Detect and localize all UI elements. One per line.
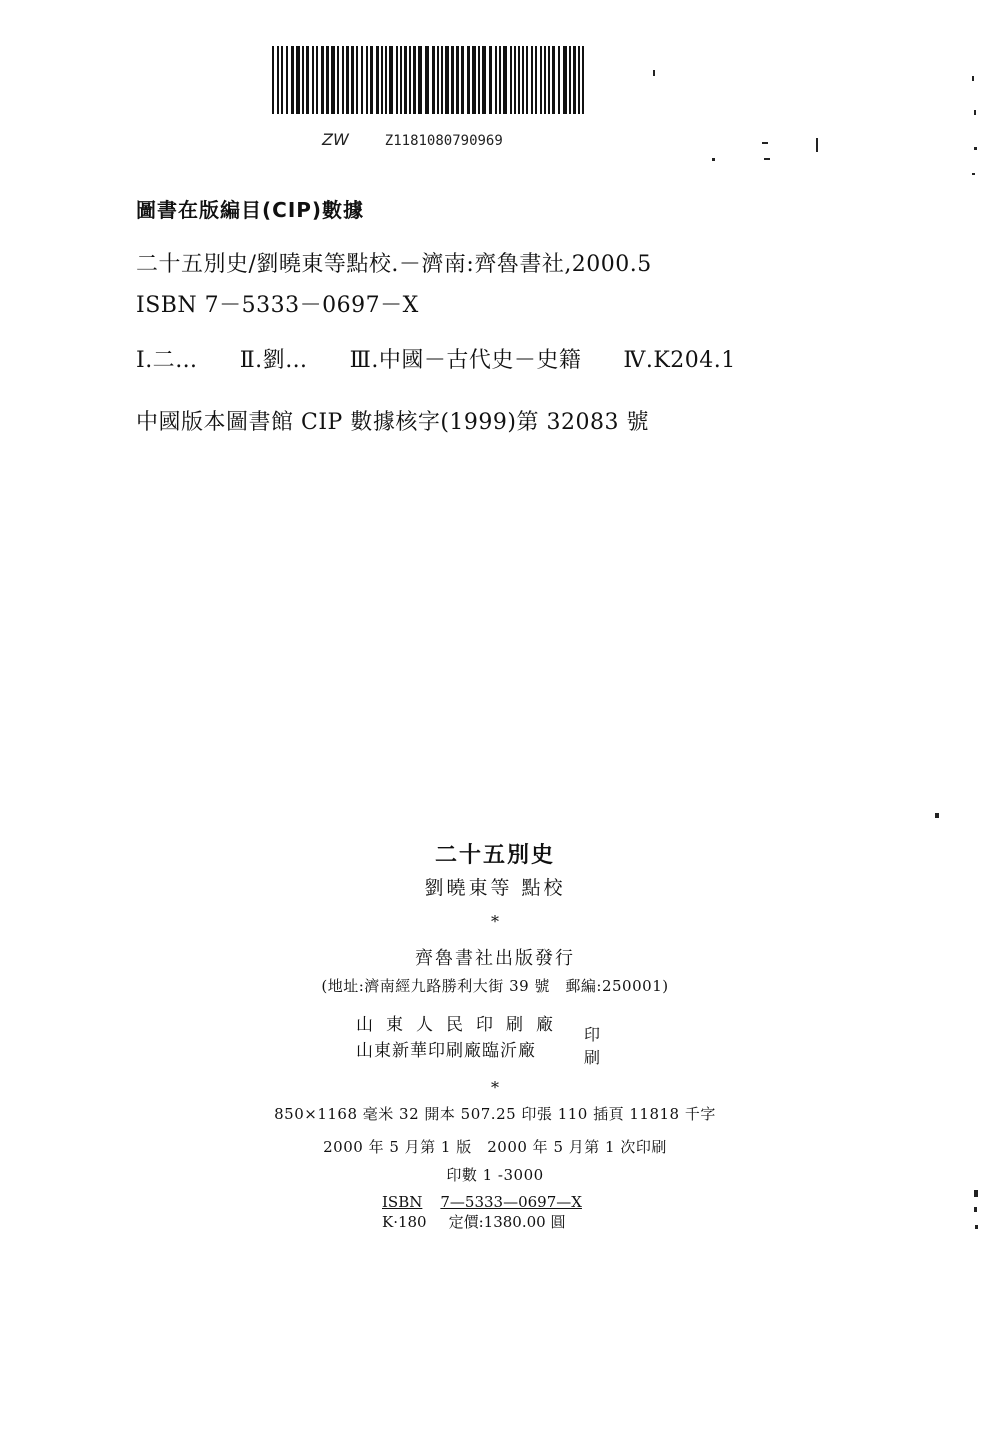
cip-class-1: Ⅰ.二…: [136, 348, 198, 373]
cip-isbn-line: ISBN 7－5333－0697－X: [136, 293, 419, 318]
cip-class-3: Ⅲ.中國－古代史－史籍: [349, 348, 582, 373]
barcode-prefix: ZW: [322, 130, 349, 149]
book-specs: 850×1168 毫米 32 開本 507.25 印張 110 插頁 11818 千字: [274, 1105, 716, 1123]
scan-speck: [974, 1190, 978, 1197]
scan-speck: [974, 110, 976, 115]
print-run: 印數 1 -3000: [446, 1166, 544, 1184]
scan-speck: [975, 1225, 978, 1229]
scan-speck: [972, 76, 974, 81]
scan-speck: [972, 173, 975, 175]
barcode-digits: Z1181080790969: [384, 133, 503, 149]
isbn-label: ISBN: [382, 1193, 423, 1211]
category-code: K·180: [382, 1213, 427, 1231]
printer-2: 山東新華印刷廠臨沂廠: [356, 1041, 536, 1061]
scan-speck: [974, 1207, 977, 1212]
cip-class-4: Ⅳ.K204.1: [623, 348, 736, 373]
scan-speck: [816, 138, 818, 152]
cip-title-line: 二十五別史/劉曉東等點校.－濟南:齊魯書社,2000.5: [136, 252, 652, 277]
scan-speck: [935, 813, 939, 818]
cip-classification-line: [136, 343, 736, 374]
printer-1: 山東人民印刷廠: [356, 1015, 566, 1035]
scan-speck: [764, 158, 770, 160]
edition-info: 2000 年 5 月第 1 版 2000 年 5 月第 1 次印刷: [323, 1138, 667, 1156]
barcode-number: [322, 130, 503, 149]
printer-suffix: 印刷: [584, 1025, 602, 1067]
scan-speck: [762, 142, 768, 144]
book-title: 二十五別史: [434, 843, 555, 868]
isbn-value: 7—5333—0697—X: [440, 1193, 582, 1211]
separator-star: *: [491, 912, 499, 931]
scan-speck: [712, 158, 715, 161]
isbn-price-block: [382, 1193, 582, 1232]
publisher: 齊魯書社出版發行: [415, 948, 575, 969]
price: 定價:1380.00 圓: [448, 1213, 566, 1231]
printers-block: [356, 1010, 602, 1067]
book-author: 劉曉東等 點校: [424, 877, 566, 899]
barcode-image: [272, 46, 588, 114]
cip-class-2: Ⅱ.劉…: [239, 348, 308, 373]
cip-heading: 圖書在版編目(CIP)數據: [136, 198, 365, 222]
separator-star-2: *: [491, 1078, 499, 1097]
scan-speck: [974, 147, 977, 150]
scan-speck: [653, 70, 655, 76]
cip-record-line: 中國版本圖書館 CIP 數據核字(1999)第 32083 號: [136, 410, 649, 435]
publisher-address: (地址:濟南經九路勝利大街 39 號 郵編:250001): [321, 977, 669, 995]
